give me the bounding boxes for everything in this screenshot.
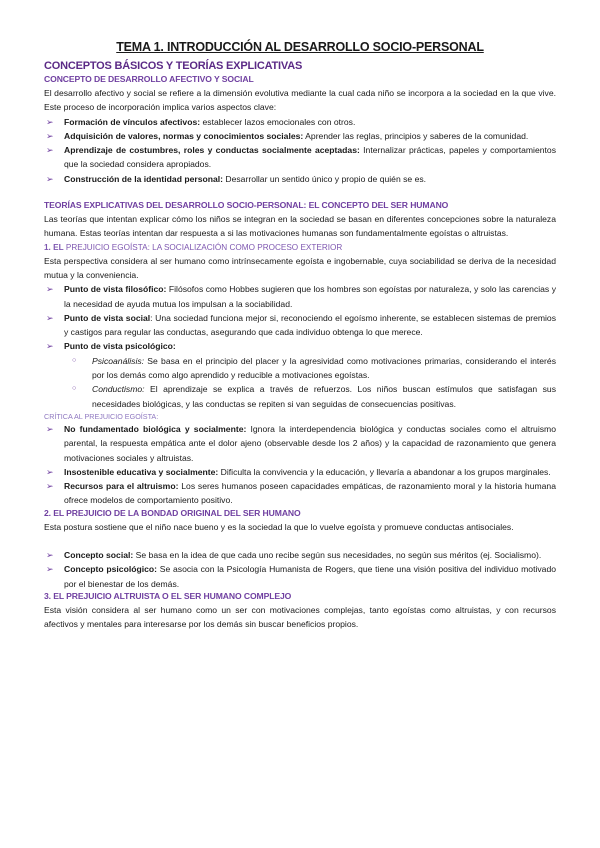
key-aspects-list (44, 115, 556, 186)
heading-prejuicio-egoista: 1. EL PREJUICIO EGOÍSTA: LA SOCIALIZACIÓN COMO PROCESO EXTERIOR (44, 242, 343, 252)
teorias-intro-paragraph: Las teorías que intentan explicar cómo los niños se integran en la sociedad se basan en diferentes concepciones sobre la naturaleza humana. Estas teorías intentan dar respuesta a si las motivaciones humanas son fundamentalmente egoístas o altruistas. (44, 214, 556, 239)
arrow-bullet-icon: ➢ (46, 550, 54, 561)
heading-critica: CRÍTICA AL PREJUICIO EGOÍSTA: (44, 411, 159, 421)
sub-list-item: ○ Conductismo: El aprendizaje se explica a través de refuerzos. Los niños buscan estímulos que satisfagan sus necesidades biológicas, y las conductas se repiten si van seguidas de consecuencias positivas. (72, 384, 556, 409)
list-item: ➢ Adquisición de valores, normas y conocimientos sociales: Aprender las reglas, principios y saberes de la comunidad. (44, 129, 556, 143)
critique-list (44, 422, 556, 508)
list-item: ➢ No fundamentado biológica y socialmente: Ignora la interdependencia biológica y conductas sociales como el altruismo parental, la respuesta empática ante el dolor ajeno (observable desde los 2 años) y la capacidad de razonamiento que genera motivaciones sociales y altruistas. (46, 423, 556, 463)
circle-bullet-icon: ○ (72, 356, 77, 364)
list-item: ➢ Recursos para el altruismo: Los seres humanos poseen capacidades empáticas, de razonamiento moral y la historia humana ofrece modelos de comportamiento positivo. (46, 481, 556, 506)
intro-paragraph: El desarrollo afectivo y social se refiere a la dimensión evolutiva mediante la cual cada niño se incorpora a la sociedad en la que vive. Este proceso de incorporación implica varios aspectos clave: (44, 88, 556, 113)
arrow-bullet-icon: ➢ (46, 481, 54, 492)
arrow-bullet-icon: ➢ (46, 423, 54, 434)
bondad-intro-paragraph: Esta postura sostiene que el niño nace bueno y es la sociedad la que lo vuelve egoísta y promueve conductas antisociales. (44, 521, 514, 532)
bondad-list (44, 548, 556, 591)
circle-bullet-icon: ○ (72, 385, 77, 393)
page-title: TEMA 1. INTRODUCCIÓN AL DESARROLLO SOCIO-PERSONAL (116, 40, 484, 54)
egoista-intro-paragraph: Esta perspectiva considera al ser humano como intrínsecamente egoísta e ingobernable, cuya sociabilidad se deriva de la necesidad mutua y la conveniencia. (44, 255, 556, 280)
list-item: ➢ Insostenible educativa y socialmente: Dificulta la convivencia y la educación, y llevaría a abandonar a los grupos marginales. (44, 465, 556, 479)
list-item: ➢ Construcción de la identidad personal: Desarrollar un sentido único y propio de quién se es. (44, 172, 556, 186)
arrow-bullet-icon: ➢ (46, 130, 54, 141)
arrow-bullet-icon: ➢ (46, 116, 54, 127)
section-heading-teorias: TEORÍAS EXPLICATIVAS DEL DESARROLLO SOCIO-PERSONAL: EL CONCEPTO DEL SER HUMANO (44, 200, 449, 211)
list-item: ➢ Punto de vista filosófico: Filósofos como Hobbes sugieren que los hombres son egoístas por naturaleza, y solo las carencias y la necesidad de ayuda mutua los impulsan a la sociabilidad. (46, 284, 556, 309)
list-item: ➢ Concepto social: Se basa en la idea de que cada uno recibe según sus necesidades, no según sus méritos (ej. Socialismo). (44, 548, 556, 562)
subheading-concepto-desarrollo: CONCEPTO DE DESARROLLO AFECTIVO Y SOCIAL (44, 74, 254, 84)
altruista-intro-paragraph: Esta visión considera al ser humano como un ser con motivaciones complejas, tanto egoístas como altruistas, y con recursos afectivos y mentales para interesarse por los demás sin buscar beneficios propios. (44, 604, 556, 630)
list-item: ➢ Formación de vínculos afectivos: establecer lazos emocionales con otros. (44, 115, 556, 129)
arrow-bullet-icon: ➢ (46, 173, 54, 184)
heading-bondad-original: 2. EL PREJUICIO DE LA BONDAD ORIGINAL DEL SER HUMANO (44, 507, 301, 518)
section-heading-conceptos: CONCEPTOS BÁSICOS Y TEORÍAS EXPLICATIVAS (44, 60, 303, 72)
arrow-bullet-icon: ➢ (46, 145, 54, 156)
arrow-bullet-icon: ➢ (46, 284, 54, 295)
list-item: ➢ Concepto psicológico: Se asocia con la Psicología Humanista de Rogers, que tiene una visión positiva del individuo motivado por el bienestar de los demás. (46, 564, 557, 589)
heading-prejuicio-altruista: 3. EL PREJUICIO ALTRUISTA O EL SER HUMANO COMPLEJO (44, 590, 292, 601)
arrow-bullet-icon: ➢ (46, 564, 54, 575)
document-page (44, 40, 556, 632)
list-item: ➢ Punto de vista social: Una sociedad funciona mejor si, reconociendo el egoísmo inherente, se establecen sistemas de premios y castigos para regular las conductas, asegurando que cada individuo obtenga lo que merece. (46, 312, 557, 338)
egoista-list (44, 282, 556, 411)
list-item: ➢ Punto de vista psicológico: (44, 339, 556, 353)
arrow-bullet-icon: ➢ (46, 312, 54, 323)
arrow-bullet-icon: ➢ (46, 466, 54, 477)
arrow-bullet-icon: ➢ (46, 341, 54, 352)
sub-list-item: ○ Psicoanálisis: Se basa en el principio del placer y la agresividad como motivaciones primarias, considerando el interés por los demás como algo aprendido y reducible a motivaciones egoístas. (72, 355, 556, 381)
list-item: ➢ Aprendizaje de costumbres, roles y conductas socialmente aceptadas: Internalizar prácticas, papeles y comportamientos que la sociedad considera apropiados. (46, 145, 556, 170)
